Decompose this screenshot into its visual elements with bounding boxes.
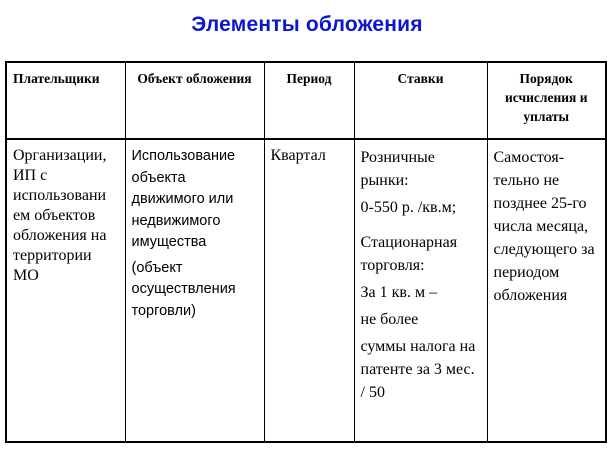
table-header-row — [6, 62, 606, 139]
header-object: Объект обложения — [125, 62, 264, 139]
slide-title: Элементы обложения — [191, 13, 423, 36]
cell-rates — [354, 139, 487, 442]
period-text: Квартал — [270, 147, 326, 164]
rates-stationary-line1: За 1 кв. м – — [360, 284, 438, 301]
header-period: Период — [264, 62, 354, 139]
header-payers: Плательщики — [6, 62, 125, 139]
procedure-text: Самостоя-тельно не позднее 25-го числа месяца, следующего за периодом обложения — [493, 149, 595, 304]
rates-retail-value: 0-550 р. /кв.м; — [360, 199, 457, 216]
cell-procedure — [487, 139, 606, 442]
rates-stationary-label: Стационарная торговля: — [360, 234, 458, 274]
object-text: Использование объекта движимого или недвижимого имущества — [131, 148, 236, 250]
cell-object — [125, 139, 264, 442]
table-row — [6, 139, 606, 442]
payers-text: Организации, ИП с использовани ем объектов обложения на территории МО — [13, 147, 107, 284]
header-rates: Ставки — [354, 62, 487, 139]
rates-stationary-line3: суммы налога на патенте за 3 мес. / 50 — [360, 338, 476, 401]
cell-period — [264, 139, 354, 442]
rates-retail-label: Розничные рынки: — [360, 149, 435, 189]
header-procedure: Порядок исчисления и уплаты — [487, 62, 606, 139]
cell-payers — [6, 139, 125, 442]
rates-stationary-line2: не более — [360, 311, 419, 328]
tax-elements-table — [5, 61, 607, 443]
object-note: (объект осуществления торговли) — [131, 259, 236, 319]
